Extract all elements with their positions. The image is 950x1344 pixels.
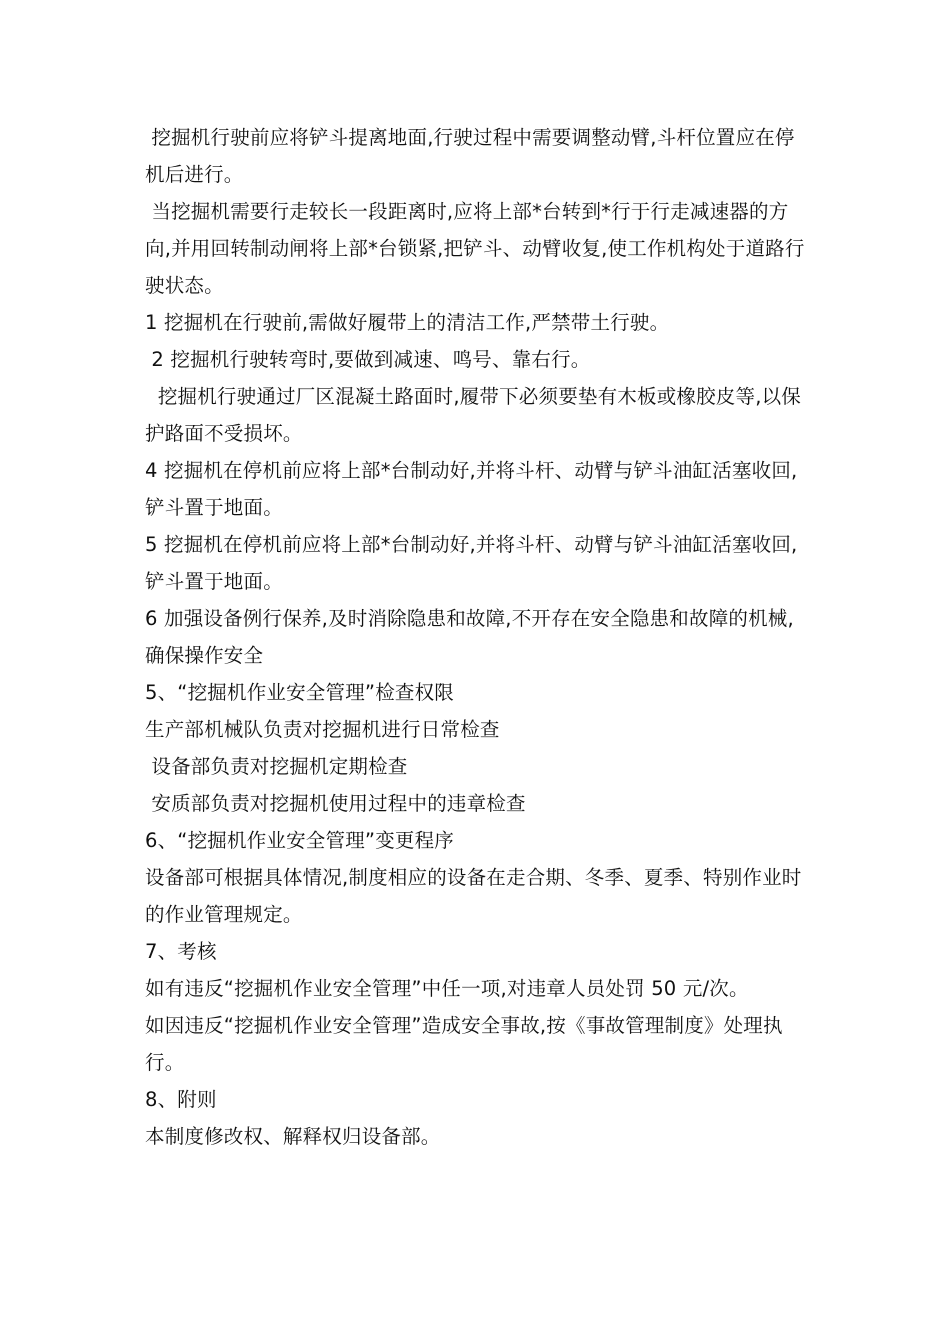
document-body: [145, 119, 810, 1155]
section-heading: 7、考核: [145, 940, 217, 963]
paragraph: 如因违反“挖掘机作业安全管理”造成安全事故,按《事故管理制度》处理执行。: [145, 1014, 783, 1074]
paragraph: 如有违反“挖掘机作业安全管理”中任一项,对违章人员处罚 50 元/次。: [145, 977, 749, 1000]
paragraph: 1 挖掘机在行驶前,需做好履带上的清洁工作,严禁带土行驶。: [145, 311, 670, 334]
paragraph: 挖掘机行驶通过厂区混凝土路面时,履带下必须要垫有木板或橡胶皮等,以保护路面不受损坏。: [145, 385, 802, 445]
paragraph: 安质部负责对挖掘机使用过程中的违章检查: [145, 792, 526, 815]
paragraph: 本制度修改权、解释权归设备部。: [145, 1125, 441, 1148]
section-heading: 8、附则: [145, 1088, 217, 1111]
section-heading: 6、“挖掘机作业安全管理”变更程序: [145, 829, 455, 852]
paragraph: 4 挖掘机在停机前应将上部*台制动好,并将斗杆、动臂与铲斗油缸活塞收回,铲斗置于地面。: [145, 459, 798, 519]
paragraph: 5 挖掘机在停机前应将上部*台制动好,并将斗杆、动臂与铲斗油缸活塞收回,铲斗置于地面。: [145, 533, 798, 593]
paragraph: 当挖掘机需要行走较长一段距离时,应将上部*台转到*行于行走减速器的方向,并用回转制动闸将上部*台锁紧,把铲斗、动臂收复,使工作机构处于道路行驶状态。: [145, 200, 805, 297]
paragraph: 2 挖掘机行驶转弯时,要做到减速、鸣号、靠右行。: [145, 348, 591, 371]
paragraph: 设备部负责对挖掘机定期检查: [145, 755, 408, 778]
paragraph: 挖掘机行驶前应将铲斗提离地面,行驶过程中需要调整动臂,斗杆位置应在停机后进行。: [145, 126, 795, 186]
paragraph: 设备部可根据具体情况,制度相应的设备在走合期、冬季、夏季、特别作业时的作业管理规定。: [145, 866, 802, 926]
paragraph: 生产部机械队负责对挖掘机进行日常检查: [145, 718, 500, 741]
paragraph: 6 加强设备例行保养,及时消除隐患和故障,不开存在安全隐患和故障的机械,确保操作安全: [145, 607, 794, 667]
section-heading: 5、“挖掘机作业安全管理”检查权限: [145, 681, 455, 704]
